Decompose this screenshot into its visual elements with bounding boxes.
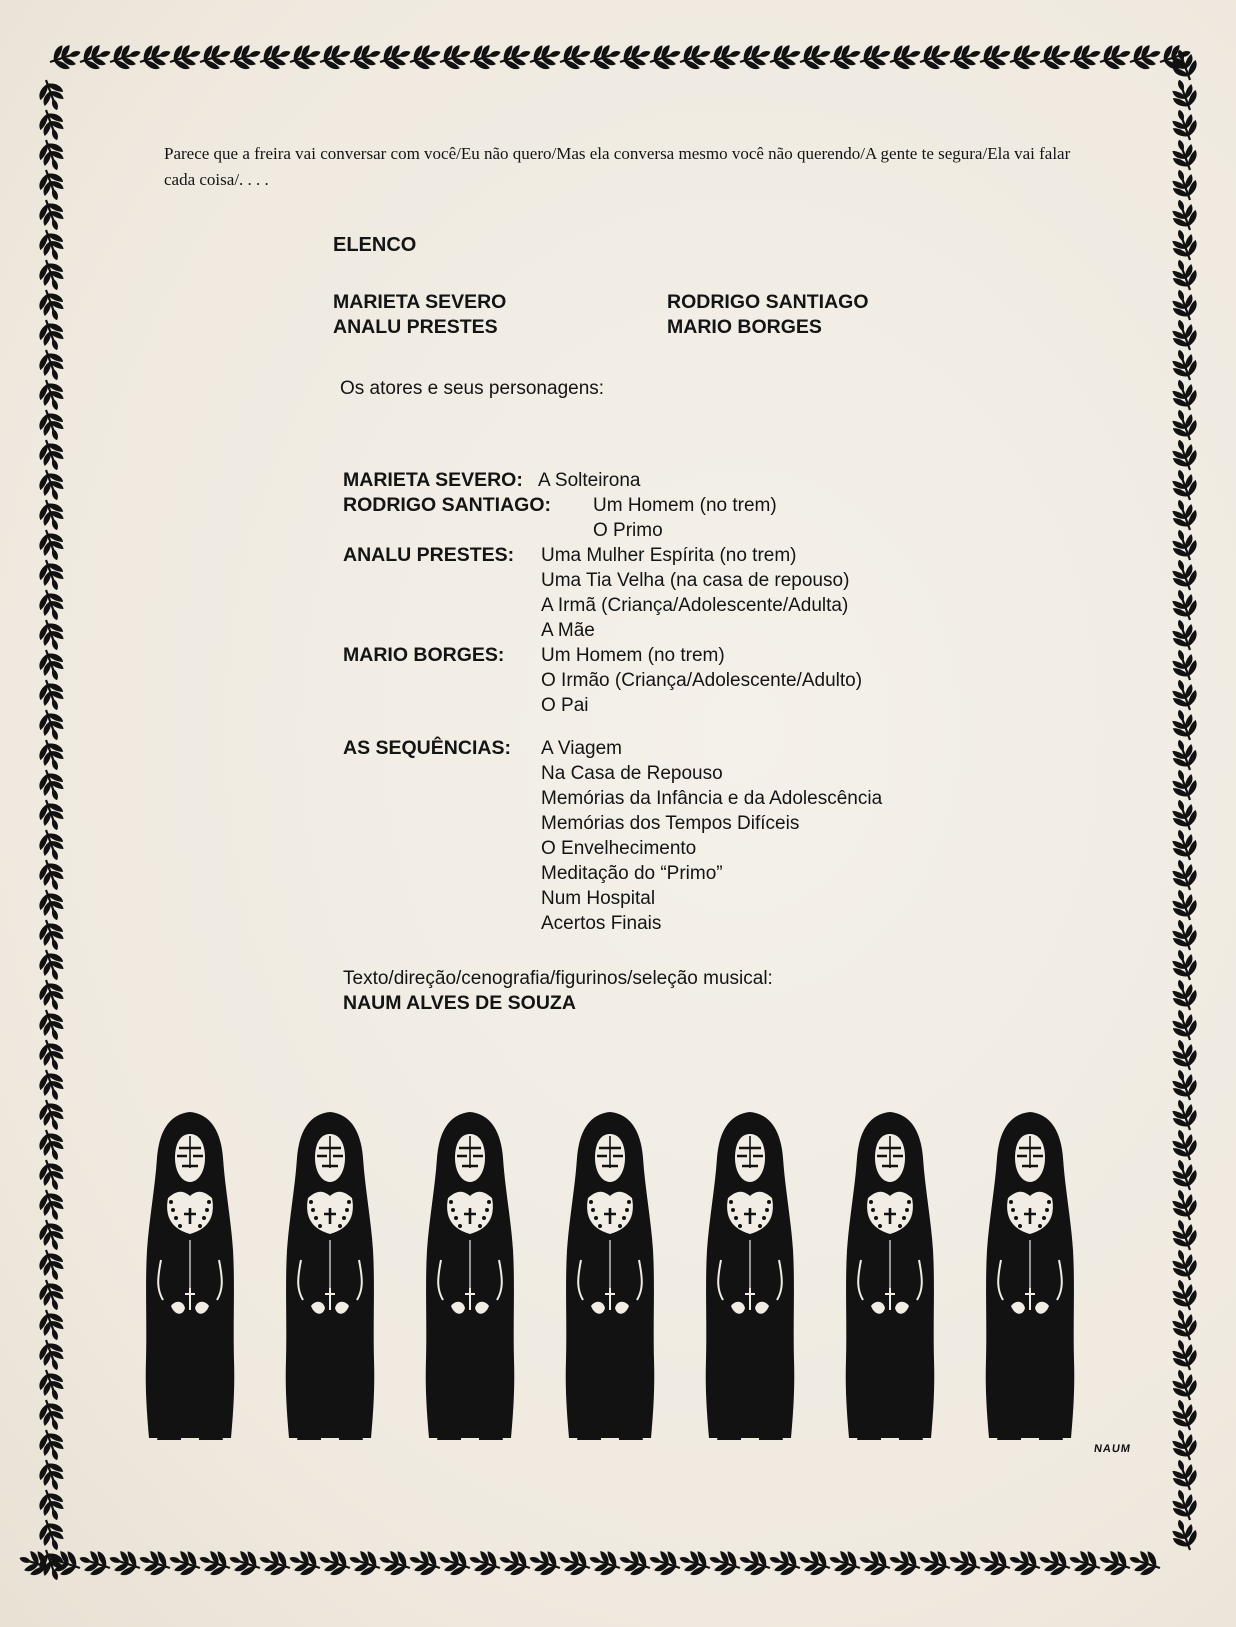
character-actor: MARIO BORGES:: [343, 644, 505, 666]
sequence-item: A Viagem: [541, 738, 622, 759]
elenco-heading: ELENCO: [333, 234, 417, 256]
sequence-item: Memórias dos Tempos Difíceis: [541, 813, 800, 834]
nun-figure: [135, 1110, 245, 1445]
role-item: A Solteirona: [538, 470, 641, 491]
role-item: Um Homem (no trem): [541, 645, 725, 666]
sequence-item: Na Casa de Repouso: [541, 763, 723, 784]
role-item: Uma Tia Velha (na casa de repouso): [541, 570, 850, 591]
character-roles: [538, 468, 640, 493]
role-item: A Mãe: [541, 620, 595, 641]
sequence-item: Memórias da Infância e da Adolescência: [541, 788, 883, 809]
elenco-actors-right: [667, 290, 869, 340]
nuns-illustration: [120, 1110, 1120, 1450]
nun-figure: [555, 1110, 665, 1445]
character-roles: [593, 493, 777, 543]
role-item: Um Homem (no trem): [593, 495, 777, 516]
role-item: O Primo: [593, 520, 663, 541]
sequence-item: Num Hospital: [541, 888, 656, 909]
character-actor: ANALU PRESTES:: [343, 544, 515, 566]
role-item: O Irmão (Criança/Adolescente/Adulto): [541, 670, 863, 691]
credits-line: Texto/direção/cenografia/figurinos/seleção musical:: [343, 968, 773, 989]
actor-name: ANALU PRESTES: [333, 316, 498, 338]
intro-paragraph: Parece que a freira vai conversar com você/Eu não quero/Mas ela conversa mesmo você não querendo/A gente te segura/Ela vai falar cada coisa/. . . .: [164, 144, 1071, 189]
role-item: A Irmã (Criança/Adolescente/Adulta): [541, 595, 849, 616]
sequence-item: O Envelhecimento: [541, 838, 697, 859]
character-roles: [541, 643, 862, 718]
role-item: Uma Mulher Espírita (no trem): [541, 545, 797, 566]
character-roles: [541, 543, 849, 643]
nun-figure: [275, 1110, 385, 1445]
actor-name: MARIO BORGES: [667, 316, 822, 338]
character-actor: MARIETA SEVERO:: [343, 469, 523, 491]
elenco-actors-left: [333, 290, 506, 340]
sequence-item: Meditação do “Primo”: [541, 863, 723, 884]
nun-figure: [695, 1110, 805, 1445]
personagens-heading: Os atores e seus personagens:: [340, 378, 605, 399]
character-actor: RODRIGO SANTIAGO:: [343, 494, 551, 516]
role-item: O Pai: [541, 695, 589, 716]
sequencias-heading: AS SEQUÊNCIAS:: [343, 737, 511, 759]
credits-name: NAUM ALVES DE SOUZA: [343, 992, 576, 1014]
nun-figure: [415, 1110, 525, 1445]
actor-name: RODRIGO SANTIAGO: [667, 291, 869, 313]
nun-figure: [835, 1110, 945, 1445]
nun-figure: [975, 1110, 1085, 1445]
artist-signature: NAUM: [1093, 1443, 1132, 1455]
sequencias-list: [541, 736, 882, 936]
actor-name: MARIETA SEVERO: [333, 291, 507, 313]
sequence-item: Acertos Finais: [541, 913, 662, 934]
